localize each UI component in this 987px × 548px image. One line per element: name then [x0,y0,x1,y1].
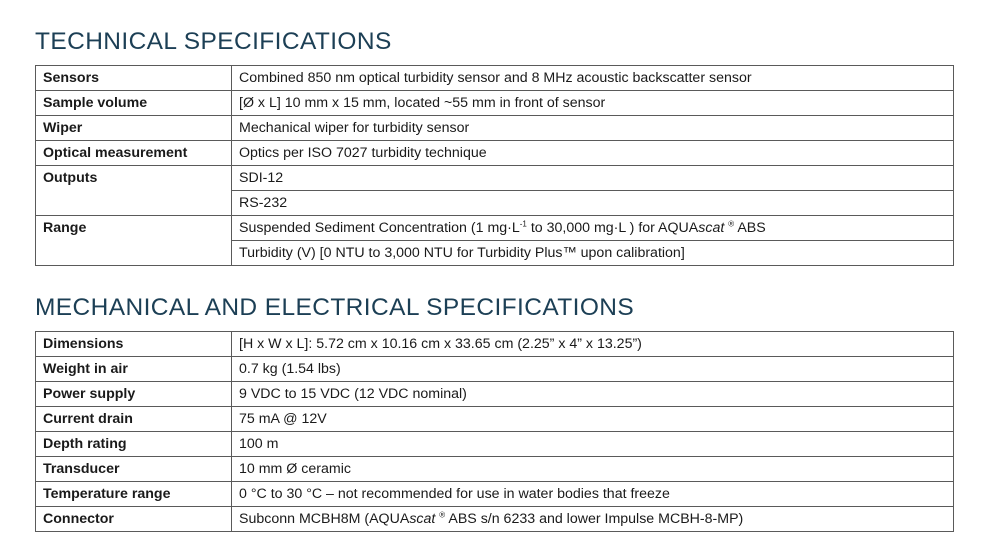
range-ssc-superscript: -1 [519,219,527,229]
temperature-range-label: Temperature range [36,482,232,507]
range-ssc-prefix: Suspended Sediment Concentration (1 mg·L [239,220,520,236]
table-row [36,216,954,241]
weight-label: Weight in air [36,357,232,382]
connector-value [232,507,954,532]
range-ssc-middle: to 30,000 mg·L ) for AQUA [526,220,699,236]
connector-brand-italic: scat [409,511,436,527]
mechanical-electrical-specifications-heading: MECHANICAL AND ELECTRICAL SPECIFICATIONS [35,294,635,321]
table-row [36,91,954,116]
table-row [36,332,954,357]
connector-label: Connector [36,507,232,532]
weight-value: 0.7 kg (1.54 lbs) [232,357,954,382]
optical-measurement-value: Optics per ISO 7027 turbidity technique [232,141,954,166]
dimensions-label: Dimensions [36,332,232,357]
table-row [36,166,954,191]
dimensions-value: [H x W x L]: 5.72 cm x 10.16 cm x 33.65 cm (2.25” x 4” x 13.25”) [232,332,954,357]
table-row [36,357,954,382]
sensors-label: Sensors [36,66,232,91]
connector-suffix: ABS s/n 6233 and lower Impulse MCBH-8-MP) [445,511,744,527]
registered-mark: ® [728,219,735,229]
technical-specifications-heading: TECHNICAL SPECIFICATIONS [35,28,392,55]
outputs-value-sdi12: SDI-12 [232,166,954,191]
table-row [36,432,954,457]
optical-measurement-label: Optical measurement [36,141,232,166]
temperature-range-value: 0 °C to 30 °C – not recommended for use in water bodies that freeze [232,482,954,507]
depth-rating-label: Depth rating [36,432,232,457]
outputs-value-rs232: RS-232 [232,191,954,216]
range-ssc-value [232,216,954,241]
table-row [36,116,954,141]
depth-rating-value: 100 m [232,432,954,457]
sensors-value: Combined 850 nm optical turbidity sensor and 8 MHz acoustic backscatter sensor [232,66,954,91]
current-drain-value: 75 mA @ 12V [232,407,954,432]
wiper-value: Mechanical wiper for turbidity sensor [232,116,954,141]
table-row [36,382,954,407]
technical-specifications-table [35,65,954,266]
table-row [36,482,954,507]
registered-mark: ® [439,510,446,520]
range-ssc-suffix: ABS [734,220,766,236]
wiper-label: Wiper [36,116,232,141]
sample-volume-value: [Ø x L] 10 mm x 15 mm, located ~55 mm in front of sensor [232,91,954,116]
current-drain-label: Current drain [36,407,232,432]
outputs-label: Outputs [36,166,232,216]
range-turbidity-value: Turbidity (V) [0 NTU to 3,000 NTU for Turbidity Plus™ upon calibration] [232,241,954,266]
range-ssc-brand-italic: scat [698,220,725,236]
sample-volume-label: Sample volume [36,91,232,116]
transducer-label: Transducer [36,457,232,482]
table-row [36,66,954,91]
power-supply-label: Power supply [36,382,232,407]
table-row [36,141,954,166]
table-row [36,457,954,482]
mechanical-electrical-specifications-table [35,331,954,532]
table-row [36,507,954,532]
range-label: Range [36,216,232,266]
transducer-value: 10 mm Ø ceramic [232,457,954,482]
power-supply-value: 9 VDC to 15 VDC (12 VDC nominal) [232,382,954,407]
table-row [36,407,954,432]
connector-prefix: Subconn MCBH8M (AQUA [239,511,410,527]
